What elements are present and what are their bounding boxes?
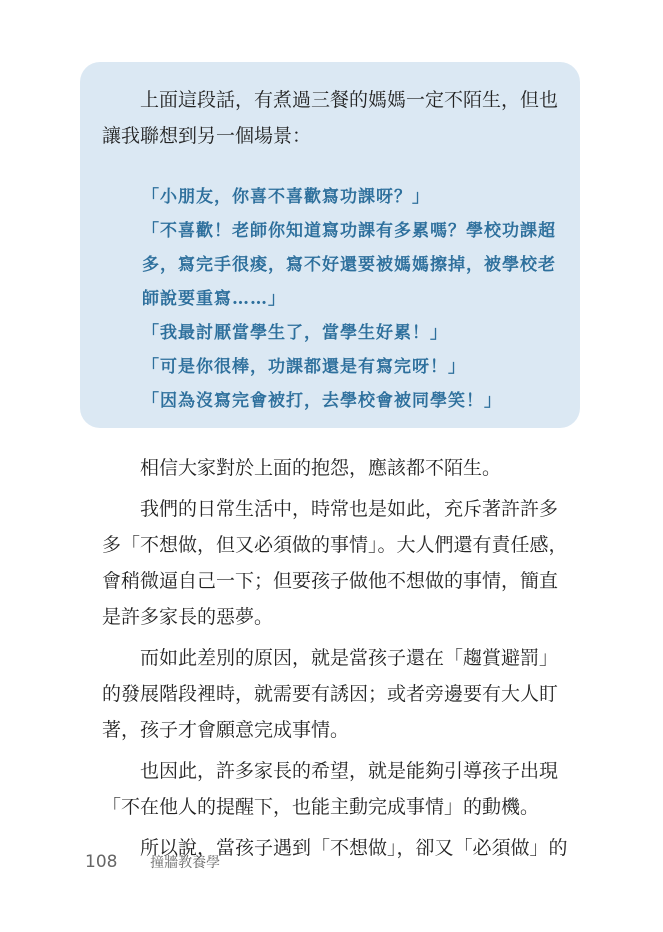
body-paragraph-text: 也因此，許多家長的希望，就是能夠引導孩子出現「不在他人的提醒下，也能主動完成事情」的動機。	[102, 760, 559, 818]
dialogue-line	[102, 316, 572, 350]
body-paragraph-text: 而如此差別的原因，就是當孩子還在「趨賞避罰」的發展階段裡時，就需要有誘因；或者旁邊要有大人盯著，孩子才會願意完成事情。	[102, 647, 559, 741]
body-paragraph	[102, 640, 572, 748]
body-paragraph-text: 所以說，當孩子遇到「不想做」，卻又「必須做」的	[140, 837, 568, 859]
dialogue-line	[102, 384, 572, 418]
body-paragraph-text: 我們的日常生活中，時常也是如此，充斥著許許多多「不想做，但又必須做的事情」。大人們還有責任感，會稍微逼自己一下；但要孩子做他不想做的事情，簡直是許多家長的惡夢。	[102, 498, 568, 628]
dialogue-line	[102, 214, 572, 316]
callout-intro-paragraph	[102, 82, 572, 154]
dialogue-line	[102, 350, 572, 384]
dialogue-line-text: 「不喜歡！老師你知道寫功課有多累嗎？學校功課超多，寫完手很痠，寫不好還要被媽媽擦掉，被學校老師說要重寫……」	[142, 221, 556, 309]
callout-intro-text: 上面這段話，有煮過三餐的媽媽一定不陌生，但也讓我聯想到另一個場景：	[102, 89, 559, 147]
body-paragraph	[102, 491, 572, 635]
body-paragraph	[102, 450, 572, 486]
dialogue-line-text: 「因為沒寫完會被打，去學校會被同學笑！」	[142, 391, 502, 411]
body-paragraph	[102, 753, 572, 825]
dialogue-line-text: 「小朋友，你喜不喜歡寫功課呀？」	[142, 187, 430, 207]
dialogue-line-text: 「我最討厭當學生了，當學生好累！」	[142, 323, 448, 343]
body-paragraph-text: 相信大家對於上面的抱怨，應該都不陌生。	[140, 457, 502, 479]
dialogue-line	[102, 180, 572, 214]
page-number: 108	[85, 852, 118, 872]
dialogue-list	[102, 180, 572, 418]
book-title: 撞牆教養學	[150, 855, 221, 871]
body-text	[102, 450, 572, 871]
page-footer	[85, 852, 220, 872]
dialogue-line-text: 「可是你很棒，功課都還是有寫完呀！」	[142, 357, 466, 377]
